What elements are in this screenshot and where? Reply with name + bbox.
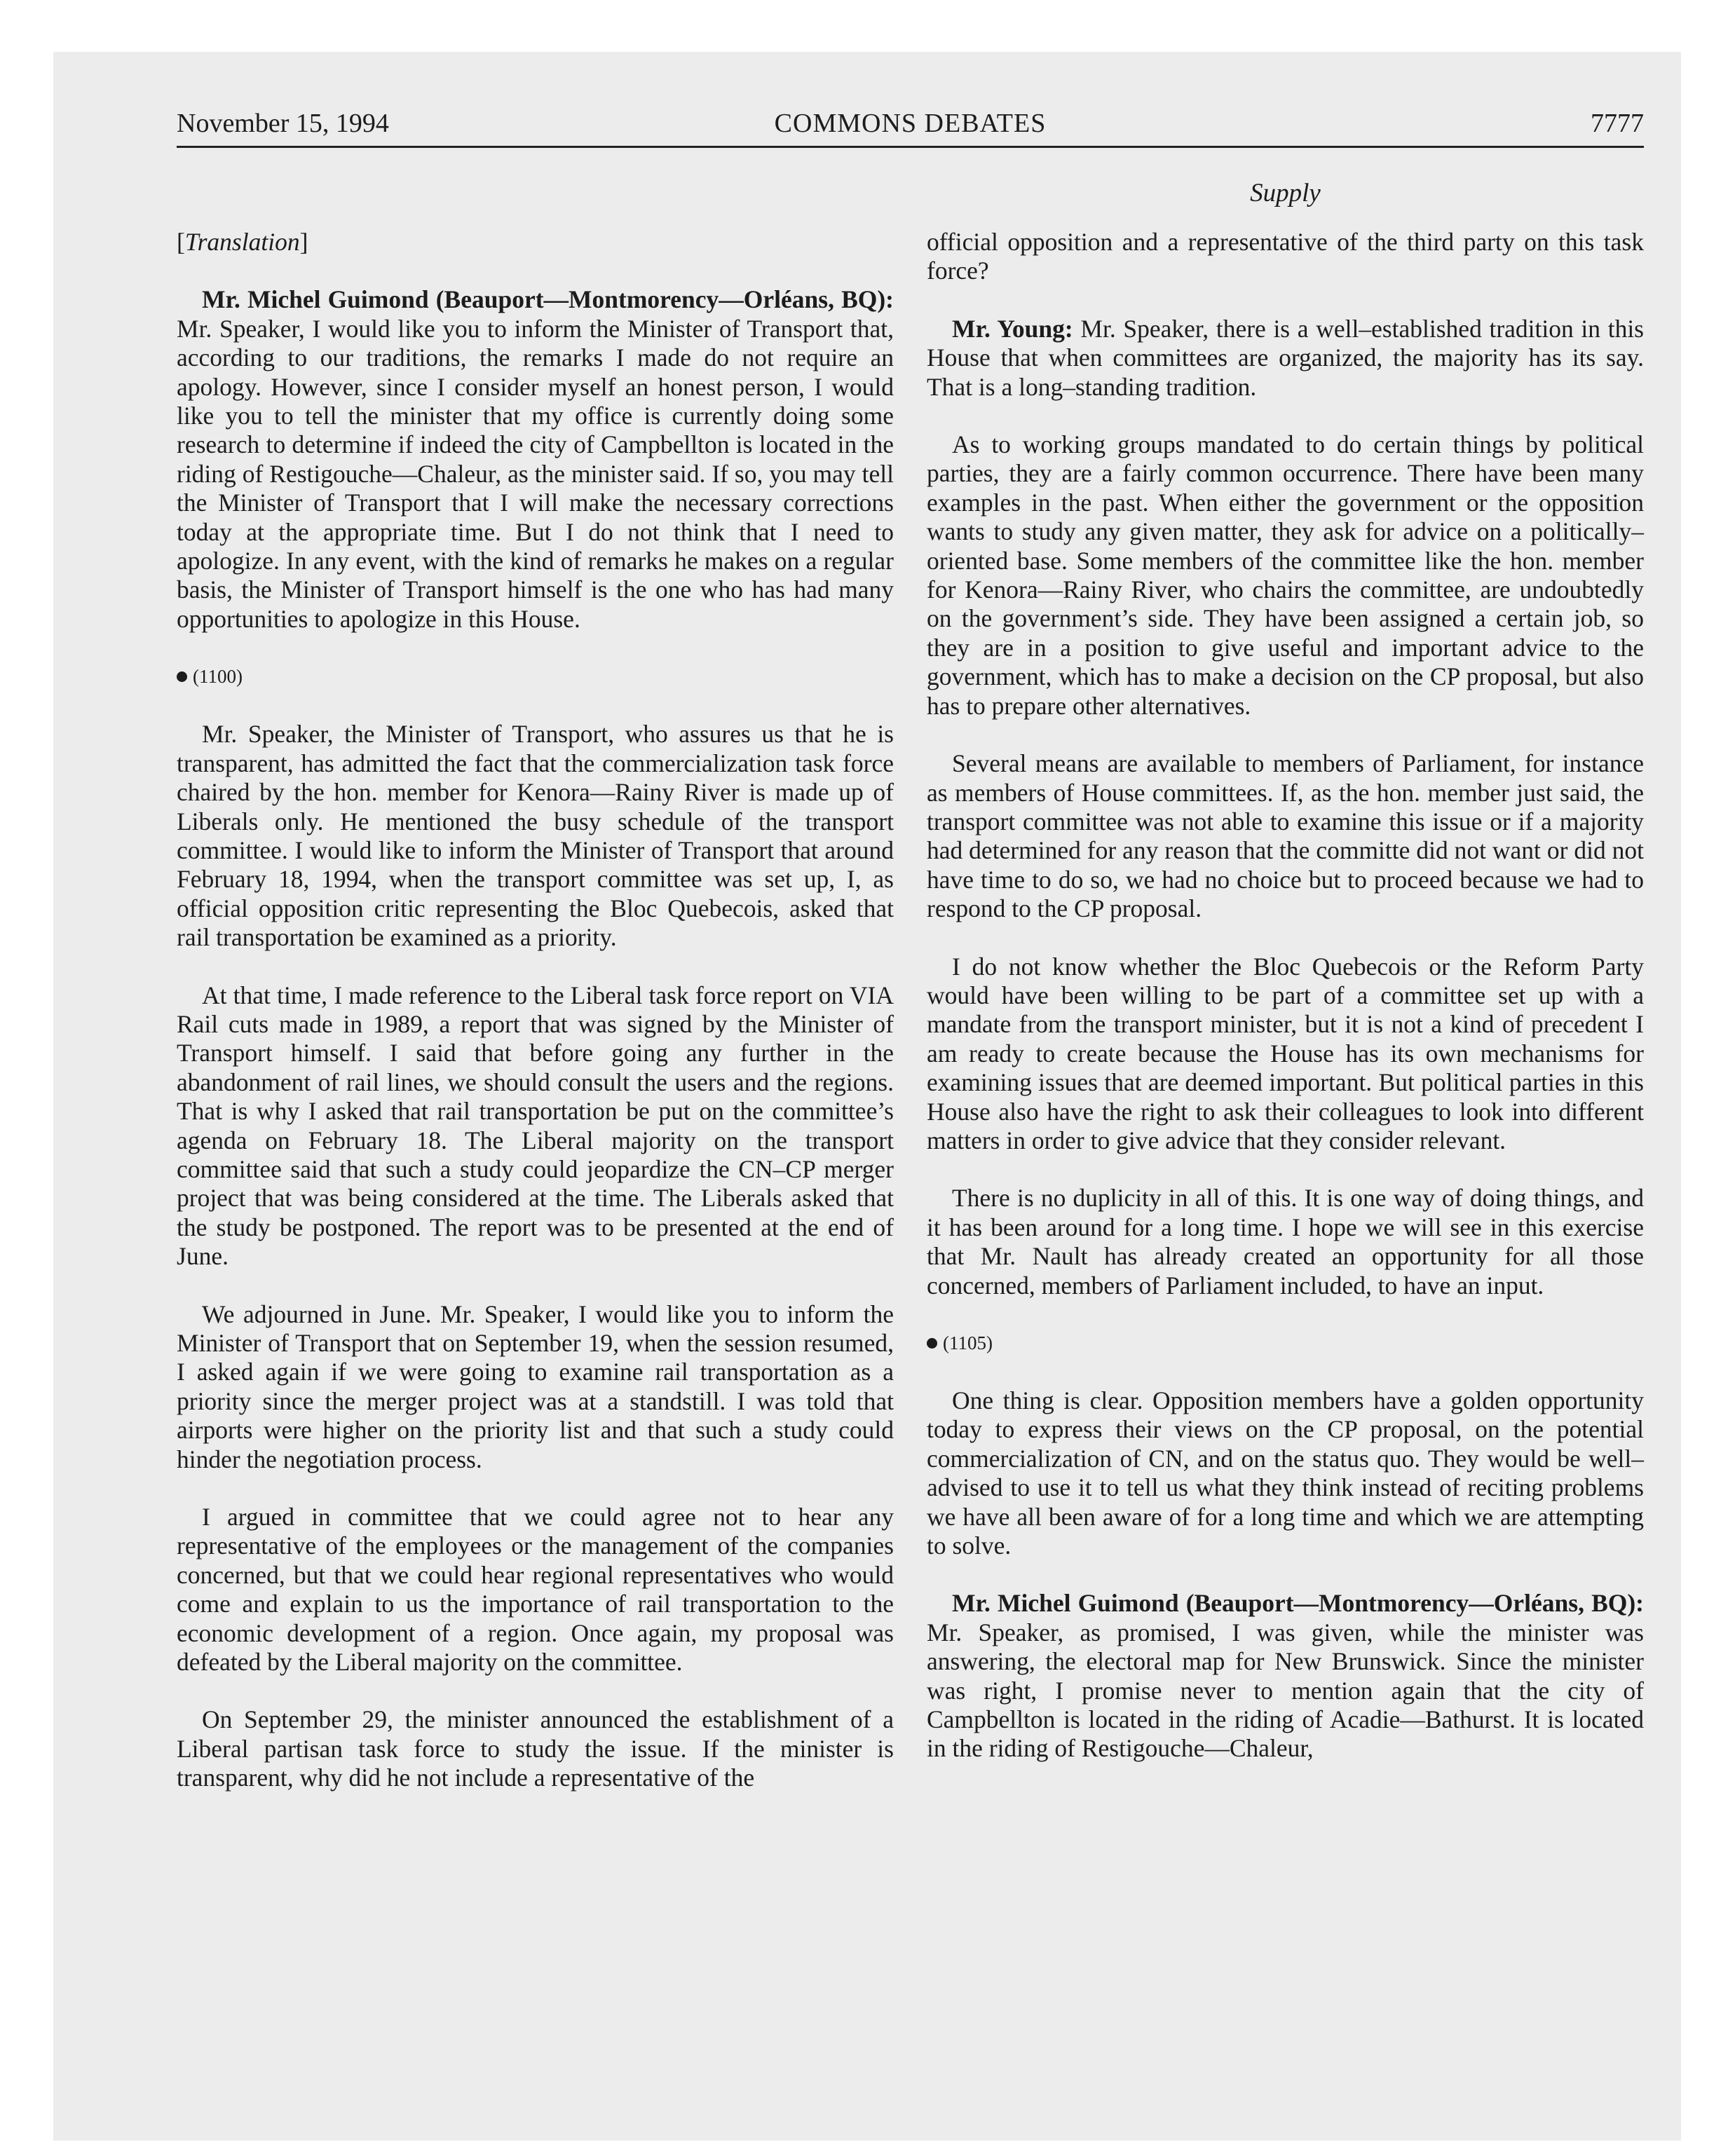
paragraph: On September 29, the minister announced the establishment of a Liberal partisan task force to study the issue. If the minister is transparent, why did he not include a representative of the [177, 1705, 894, 1792]
page-header [177, 105, 1644, 142]
time-marker [927, 1329, 1644, 1358]
speaker-name: Mr. Michel Guimond (Beauport—Montmorency—Orléans, BQ): [952, 1589, 1644, 1618]
paragraph: Several means are available to members of Parliament, for instance as members of House committees. If, as the hon. member just said, the transport committee was not able to examine this issue or if a majority had determined for any reason that the committe did not want or did not have time to do so, we had no choice but to proceed because we had to respond to the CP proposal. [927, 749, 1644, 923]
time-marker [177, 662, 894, 691]
header-rule [177, 146, 1644, 148]
paragraph: Mr. Speaker, the Minister of Transport, who assures us that he is transparent, has admitted the fact that the commercialization task force chaired by the hon. member for Kenora—Rainy River is made up of Liberals only. He mentioned the busy schedule of the transport committee. I would like to inform the Minister of Transport that around February 18, 1994, when the transport committee was set up, I, as official opposition critic representing the Bloc Quebecois, asked that rail transportation be examined as a priority. [177, 720, 894, 952]
paragraph: One thing is clear. Opposition members have a golden opportunity today to express their views on the CP proposal, on the potential commercialization of CN, and on the status quo. They would be well–advised to use it to tell us what they think instead of reciting problems we have all been aware of for a long time and which we are attempting to solve. [927, 1386, 1644, 1560]
bullet-icon [177, 671, 187, 682]
speech-paragraph [177, 285, 894, 634]
translation-tag: [Translation] [177, 228, 308, 256]
header-publication: COMMONS DEBATES [774, 109, 1047, 138]
section-title: Supply [1250, 179, 1321, 207]
paragraph: We adjourned in June. Mr. Speaker, I would like you to inform the Minister of Transport that on September 19, when the session resumed, I asked again if we were going to examine rail transportation as a priority since the merger project was at a standstill. I was told that airports were higher on the priority list and that such a study could hinder the negotiation process. [177, 1299, 894, 1473]
speech-text: Mr. Speaker, I would like you to inform the Minister of Transport that, according to our traditions, the remarks I made do not require an apology. However, since I consider myself an honest person, I would like you to tell the minister that my office is currently doing some research to determine if indeed the city of Campbellton is located in the riding of Restigouche—Chaleur, as the minister said. If so, you may tell the Minister of Transport that I will make the necessary corrections today at the appropriate time. But I do not think that I need to apologize. In any event, with the kind of remarks he makes on a regular basis, the Minister of Transport himself is the one who has had many opportunities to apologize in this House. [177, 314, 894, 633]
header-page-number: 7777 [1591, 109, 1644, 138]
paragraph: I do not know whether the Bloc Quebecois or the Reform Party would have been willing to be part of a committee set up with a mandate from the transport minister, but it is not a kind of precedent I am ready to create because the House has its own mechanisms for examining issues that are deemed important. But political parties in this House also have the right to ask their colleagues to look into different matters in order to give advice that they consider relevant. [927, 952, 1644, 1154]
speaker-name: Mr. Michel Guimond (Beauport—Montmorency—Orléans, BQ): [202, 285, 894, 314]
speech-text: Mr. Speaker, there is a well–established tradition in this House that when committees are organized, the majority has its say. That is a long–standing tradition. [927, 314, 1644, 401]
right-column [927, 228, 1644, 1792]
bullet-icon [927, 1338, 937, 1349]
speech-paragraph [927, 1589, 1644, 1763]
left-column [177, 228, 894, 1822]
speaker-name: Mr. Young: [952, 314, 1073, 343]
translation-tag-text: Translation [184, 228, 300, 256]
header-date: November 15, 1994 [177, 109, 389, 138]
speech-text: Mr. Speaker, as promised, I was given, while the minister was answering, the electoral map for New Brunswick. Since the minister was right, I promise never to mention again that the city of Campbellton is located in the riding of Acadie—Bathurst. It is located in the riding of Restigouche—Chaleur, [927, 1618, 1644, 1763]
paragraph: I argued in committee that we could agree not to hear any representative of the employees or the management of the companies concerned, but that we could hear regional representatives who would come and explain to us the importance of rail transportation to the economic development of a region. Once again, my proposal was defeated by the Liberal majority on the committee. [177, 1503, 894, 1677]
paragraph: There is no duplicity in all of this. It is one way of doing things, and it has been around for a long time. I hope we will see in this exercise that Mr. Nault has already created an opportunity for all those concerned, members of Parliament included, to have an input. [927, 1184, 1644, 1299]
time-marker-text: (1100) [193, 666, 243, 688]
paragraph: As to working groups mandated to do certain things by political parties, they are a fairly common occurrence. There have been many examples in the past. When either the government or the opposition wants to study any given matter, they ask for advice on a politically–oriented base. Some members of the committee like the hon. member for Kenora—Rainy River, who chairs the committee, are undoubtedly on the government’s side. They have been assigned a certain job, so they are in a position to give useful and important advice to the government, which has to make a decision on the CP proposal, but also has to prepare other alternatives. [927, 430, 1644, 720]
speech-paragraph [927, 315, 1644, 402]
time-marker-text: (1105) [943, 1332, 993, 1353]
paragraph: At that time, I made reference to the Liberal task force report on VIA Rail cuts made in 1989, a report that was signed by the Minister of Transport himself. I said that before going any further in the abandonment of rail lines, we should consult the users and the regions. That is why I asked that rail transportation be put on the committee’s agenda on February 18. The Liberal majority on the transport committee said that such a study could jeopardize the CN–CP merger project that was being considered at the time. The Liberals asked that the study be postponed. The report was to be presented at the end of June. [177, 981, 894, 1271]
paragraph-continued: official opposition and a representative of the third party on this task force? [927, 228, 1644, 285]
